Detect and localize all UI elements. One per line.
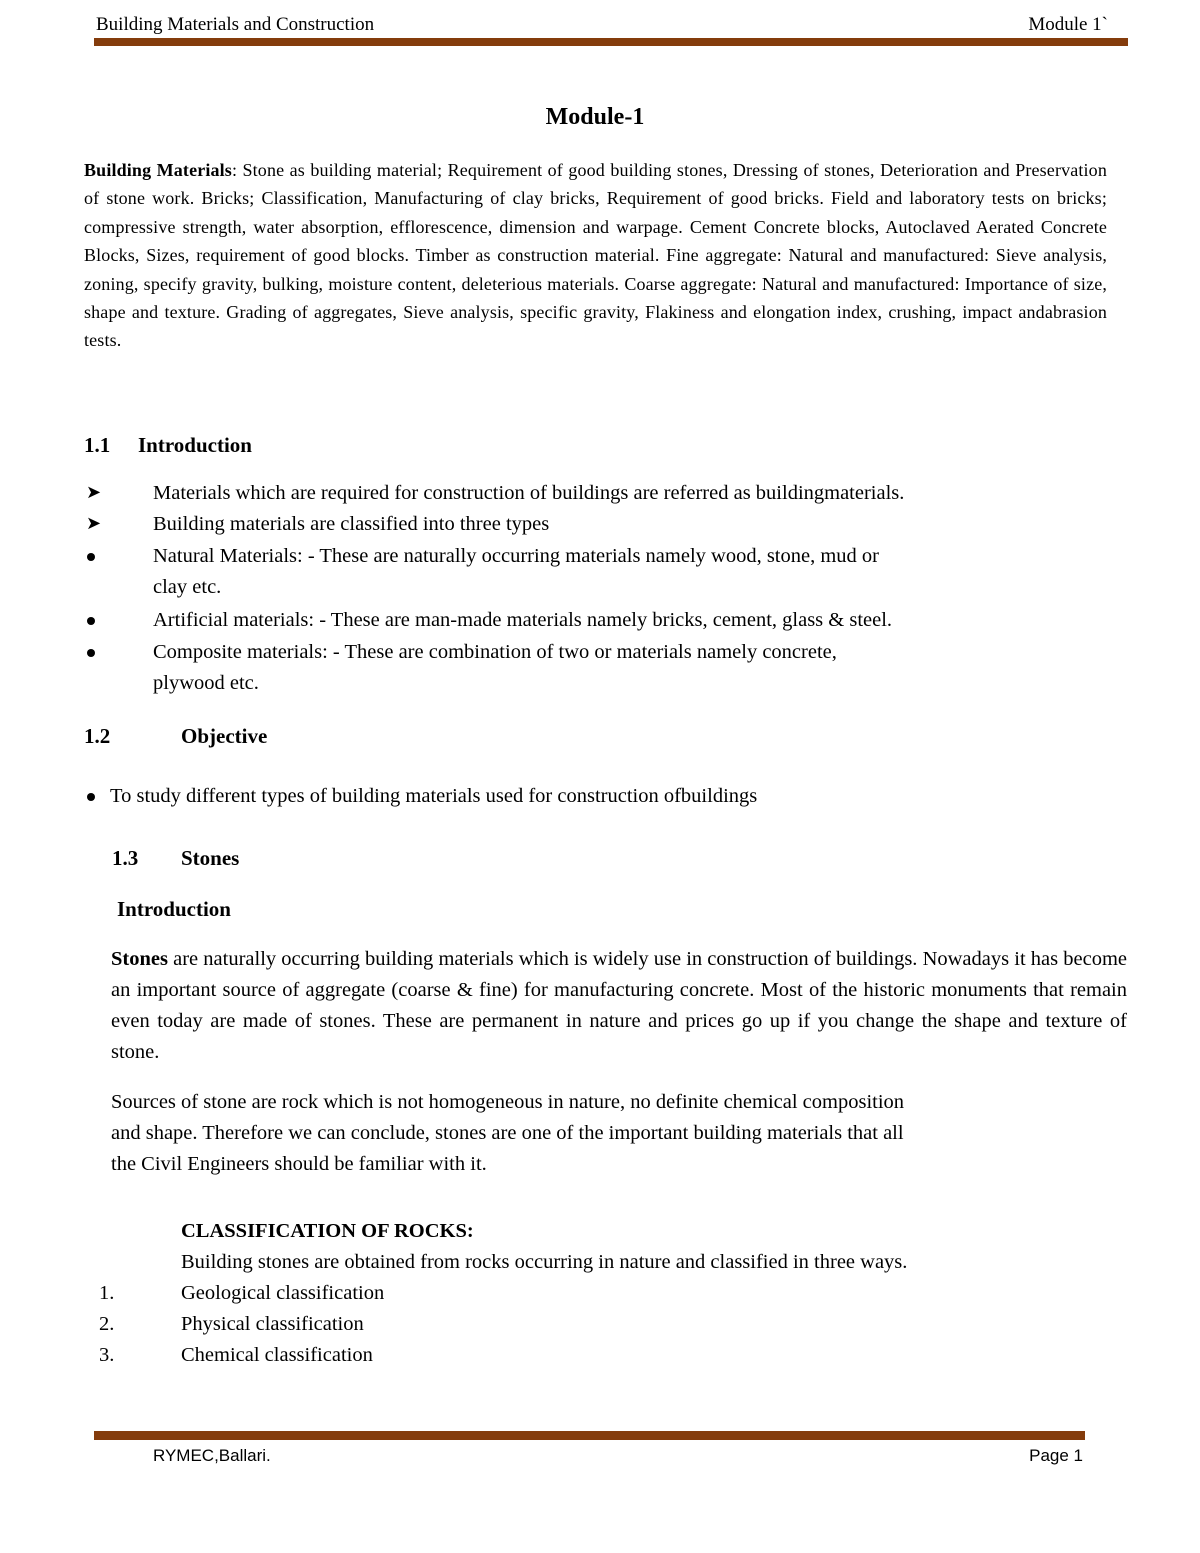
classification-number-2: 2. [99, 1313, 115, 1335]
section-title-objective: Objective [181, 724, 268, 748]
bullet-dot-icon [87, 793, 95, 801]
section-title-intro: Introduction [138, 433, 252, 457]
classification-item-3: Chemical classification [181, 1344, 373, 1366]
classification-heading: CLASSIFICATION OF ROCKS: [181, 1220, 474, 1242]
section-title-stones: Stones [181, 846, 240, 870]
arrow-icon: ➤ [86, 482, 102, 502]
stones-para1-text: are naturally occurring building materials which is widely use in construction of buildings. Nowadays it has become an important source of aggregate (coarse & fine) for manufacturing concrete. Most of the historic monuments that remain even today are made of stones. These are permanent in nature and prices go up if you change the shape and texture of stone. [111, 948, 1127, 1063]
syllabus-label: Building Materials [84, 160, 232, 180]
classification-item-2: Physical classification [181, 1313, 364, 1335]
header-module: Module 1` [1028, 14, 1108, 35]
classification-number-3: 3. [99, 1344, 115, 1366]
intro-bullet-2: Building materials are classified into three types [153, 513, 550, 535]
classification-number-1: 1. [99, 1282, 115, 1304]
footer-page-number: Page 1 [1029, 1446, 1083, 1465]
stones-paragraph-1 [111, 944, 1127, 1068]
intro-bullet-5-line1: Composite materials: - These are combination of two or materials namely concrete, [153, 641, 837, 663]
intro-bullet-3-line1: Natural Materials: - These are naturally occurring materials namely wood, stone, mud or [153, 545, 879, 567]
intro-bullet-5-line2: plywood etc. [153, 672, 259, 694]
page-title: Module-1 [545, 104, 645, 130]
classification-item-1: Geological classification [181, 1282, 385, 1304]
classification-intro: Building stones are obtained from rocks occurring in nature and classified in three ways. [181, 1251, 908, 1273]
arrow-icon: ➤ [86, 513, 102, 533]
stones-para2-line3: the Civil Engineers should be familiar with it. [111, 1153, 487, 1175]
intro-bullet-3-line2: clay etc. [153, 576, 222, 598]
stones-lead: Stones [111, 948, 168, 970]
section-number-objective: 1.2 [84, 724, 111, 748]
header-title: Building Materials and Construction [96, 14, 375, 35]
footer-rule [94, 1431, 1085, 1440]
intro-bullet-1: Materials which are required for construction of buildings are referred as buildingmaterials. [153, 482, 905, 504]
syllabus-text: : Stone as building material; Requirement of good building stones, Dressing of stones, Deterioration and Preservation of stone work. Bricks; Classification, Manufacturing of clay bricks, Requirement of good bricks. Field and laboratory tests on bricks; compressive strength, water absorption, efflorescence, dimension and warpage. Cement Concrete blocks, Autoclaved Aerated Concrete Blocks, Sizes, requirement of good blocks. Timber as construction material. Fine aggregate: Natural and manufactured: Sieve analysis, zoning, specify gravity, bulking, moisture content, deleterious materials. Coarse aggregate: Natural and manufactured: Importance of size, shape and texture. Grading of aggregates, Sieve analysis, specific gravity, Flakiness and elongation index, crushing, impact andabrasion tests. [84, 160, 1107, 351]
stones-subheading: Introduction [117, 897, 231, 921]
objective-bullet: To study different types of building materials used for construction ofbuildings [110, 785, 758, 807]
bullet-dot-icon [87, 617, 95, 625]
section-number-stones: 1.3 [112, 846, 139, 870]
section-number-intro: 1.1 [84, 433, 111, 457]
stones-para2-line2: and shape. Therefore we can conclude, stones are one of the important building materials that all [111, 1122, 904, 1144]
footer-institution: RYMEC,Ballari. [153, 1446, 271, 1465]
intro-bullet-4: Artificial materials: - These are man-made materials namely bricks, cement, glass & steel. [153, 609, 893, 631]
syllabus-paragraph [84, 156, 1107, 355]
header-rule [94, 38, 1128, 46]
stones-para2-line1: Sources of stone are rock which is not homogeneous in nature, no definite chemical composition [111, 1091, 905, 1113]
bullet-dot-icon [87, 553, 95, 561]
bullet-dot-icon [87, 649, 95, 657]
